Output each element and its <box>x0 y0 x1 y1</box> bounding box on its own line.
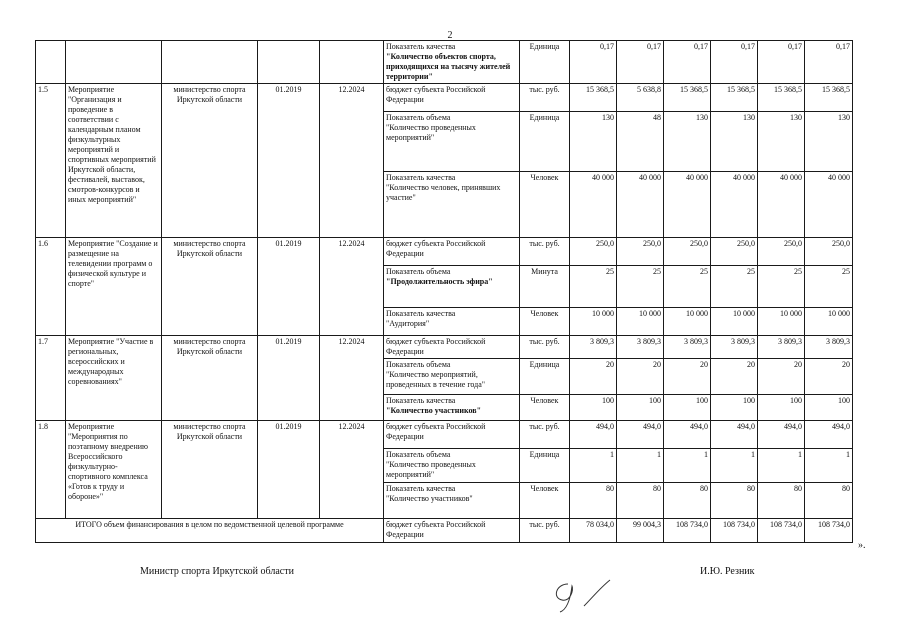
value-cell: 494,0 <box>664 421 711 449</box>
table-row <box>36 421 853 449</box>
indicator-title: "Аудитория" <box>386 319 430 328</box>
indicator-title: "Количество проведенных мероприятий" <box>386 460 476 479</box>
value-cell: 3 809,3 <box>617 336 664 359</box>
value-cell: 0,17 <box>805 41 853 84</box>
measure-end: 12.2024 <box>320 84 384 238</box>
value-cell: 494,0 <box>805 421 853 449</box>
signatory-name: И.Ю. Резник <box>700 566 755 577</box>
value-cell: 15 368,5 <box>570 84 617 112</box>
value-cell: 80 <box>664 483 711 519</box>
value-cell: 25 <box>758 266 805 308</box>
unit-cell: Единица <box>520 41 570 84</box>
handwritten-signature <box>548 576 618 616</box>
measure-executor: министерство спорта Иркутской области <box>162 421 258 519</box>
measure-start <box>258 41 320 84</box>
value-cell: 25 <box>711 266 758 308</box>
value-cell: 10 000 <box>664 308 711 336</box>
indicator-type: Показатель объема <box>386 450 451 459</box>
unit-cell: Человек <box>520 172 570 238</box>
value-cell: 3 809,3 <box>711 336 758 359</box>
value-cell: 25 <box>805 266 853 308</box>
value-cell: 100 <box>617 395 664 421</box>
indicator-type: бюджет субъекта Российской Федерации <box>386 337 486 356</box>
table-row <box>36 84 853 112</box>
value-cell: 1 <box>617 449 664 483</box>
measure-executor: министерство спорта Иркутской области <box>162 336 258 421</box>
indicator-type: Показатель качества <box>386 42 456 51</box>
table-row <box>36 336 853 359</box>
indicator-cell <box>384 112 520 172</box>
value-cell: 0,17 <box>570 41 617 84</box>
indicator-cell <box>384 421 520 449</box>
value-cell: 1 <box>805 449 853 483</box>
value-cell: 40 000 <box>711 172 758 238</box>
value-cell: 20 <box>758 359 805 395</box>
indicator-type: Показатель качества <box>386 173 456 182</box>
value-cell: 250,0 <box>617 238 664 266</box>
value-cell: 10 000 <box>570 308 617 336</box>
value-cell: 10 000 <box>758 308 805 336</box>
indicator-title: "Продолжительность эфира" <box>386 277 493 286</box>
unit-cell: Минута <box>520 266 570 308</box>
total-value: 108 734,0 <box>805 519 853 543</box>
value-cell: 5 638,8 <box>617 84 664 112</box>
indicator-cell <box>384 266 520 308</box>
value-cell: 130 <box>711 112 758 172</box>
value-cell: 15 368,5 <box>805 84 853 112</box>
value-cell: 100 <box>664 395 711 421</box>
value-cell: 48 <box>617 112 664 172</box>
measure-number: 1.5 <box>36 84 66 238</box>
value-cell: 0,17 <box>617 41 664 84</box>
value-cell: 130 <box>664 112 711 172</box>
value-cell: 15 368,5 <box>664 84 711 112</box>
indicator-type: бюджет субъекта Российской Федерации <box>386 239 486 258</box>
indicator-type: Показатель качества <box>386 484 456 493</box>
indicator-title: "Количество человек, принявших участие" <box>386 183 501 202</box>
unit-cell: Человек <box>520 395 570 421</box>
value-cell: 15 368,5 <box>711 84 758 112</box>
value-cell: 494,0 <box>617 421 664 449</box>
indicator-cell <box>384 172 520 238</box>
indicator-title: "Количество мероприятий, проведенных в течение года" <box>386 370 486 389</box>
indicator-cell <box>384 308 520 336</box>
value-cell: 80 <box>570 483 617 519</box>
total-value: 108 734,0 <box>664 519 711 543</box>
measure-start: 01.2019 <box>258 84 320 238</box>
program-table <box>35 40 853 543</box>
value-cell: 3 809,3 <box>758 336 805 359</box>
value-cell: 1 <box>664 449 711 483</box>
value-cell: 40 000 <box>758 172 805 238</box>
measure-name: Мероприятие "Организация и проведение в соответствии с календарным планом физкультурных мероприятий и спортивных мероприятий Иркутской области, фестивалей, выставок, смотров-конкурсов и иных мероприятий" <box>66 84 162 238</box>
unit-cell: Единица <box>520 359 570 395</box>
indicator-cell <box>384 483 520 519</box>
total-row <box>36 519 853 543</box>
value-cell: 0,17 <box>711 41 758 84</box>
measure-number: 1.7 <box>36 336 66 421</box>
total-value: 108 734,0 <box>758 519 805 543</box>
value-cell: 20 <box>617 359 664 395</box>
measure-name: Мероприятие "Участие в региональных, всероссийских и международных соревнованиях" <box>66 336 162 421</box>
total-value: 78 034,0 <box>570 519 617 543</box>
unit-cell: тыс. руб. <box>520 336 570 359</box>
value-cell: 250,0 <box>570 238 617 266</box>
value-cell: 494,0 <box>711 421 758 449</box>
indicator-cell <box>384 84 520 112</box>
measure-end <box>320 41 384 84</box>
table-row <box>36 238 853 266</box>
page-number: 2 <box>447 30 453 41</box>
measure-executor: министерство спорта Иркутской области <box>162 238 258 336</box>
value-cell: 10 000 <box>617 308 664 336</box>
value-cell: 10 000 <box>805 308 853 336</box>
measure-number: 1.8 <box>36 421 66 519</box>
indicator-cell <box>384 238 520 266</box>
table-row <box>36 41 853 84</box>
value-cell: 25 <box>664 266 711 308</box>
value-cell: 20 <box>711 359 758 395</box>
signatory-position: Министр спорта Иркутской области <box>140 566 294 577</box>
unit-cell: Человек <box>520 483 570 519</box>
measure-number: 1.6 <box>36 238 66 336</box>
indicator-title: "Количество участников" <box>386 406 482 415</box>
value-cell: 10 000 <box>711 308 758 336</box>
value-cell: 3 809,3 <box>805 336 853 359</box>
value-cell: 80 <box>805 483 853 519</box>
measure-executor <box>162 41 258 84</box>
unit-cell: Единица <box>520 449 570 483</box>
value-cell: 80 <box>617 483 664 519</box>
value-cell: 494,0 <box>570 421 617 449</box>
value-cell: 1 <box>711 449 758 483</box>
value-cell: 250,0 <box>805 238 853 266</box>
indicator-cell <box>384 395 520 421</box>
value-cell: 0,17 <box>664 41 711 84</box>
unit-cell: Человек <box>520 308 570 336</box>
unit-cell: Единица <box>520 112 570 172</box>
value-cell: 1 <box>758 449 805 483</box>
measure-name <box>66 41 162 84</box>
indicator-title: "Количество объектов спорта, приходящихся на тысячу жителей территории" <box>386 52 511 81</box>
value-cell: 494,0 <box>758 421 805 449</box>
value-cell: 100 <box>711 395 758 421</box>
indicator-type: Показатель объема <box>386 113 451 122</box>
value-cell: 20 <box>570 359 617 395</box>
value-cell: 20 <box>805 359 853 395</box>
value-cell: 0,17 <box>758 41 805 84</box>
value-cell: 80 <box>758 483 805 519</box>
value-cell: 40 000 <box>805 172 853 238</box>
value-cell: 100 <box>758 395 805 421</box>
measure-end: 12.2024 <box>320 238 384 336</box>
value-cell: 15 368,5 <box>758 84 805 112</box>
value-cell: 40 000 <box>664 172 711 238</box>
measure-name: Мероприятие "Создание и размещение на телевидении программ о физической культуре и спорте" <box>66 238 162 336</box>
measure-end: 12.2024 <box>320 336 384 421</box>
value-cell: 130 <box>805 112 853 172</box>
indicator-cell <box>384 359 520 395</box>
indicator-type: Показатель качества <box>386 396 456 405</box>
indicator-cell <box>384 41 520 84</box>
value-cell: 250,0 <box>664 238 711 266</box>
measure-executor: министерство спорта Иркутской области <box>162 84 258 238</box>
value-cell: 3 809,3 <box>570 336 617 359</box>
closing-quote: ». <box>858 540 866 551</box>
total-label: ИТОГО объем финансирования в целом по ведомственной целевой программе <box>36 519 384 543</box>
value-cell: 20 <box>664 359 711 395</box>
value-cell: 80 <box>711 483 758 519</box>
value-cell: 25 <box>617 266 664 308</box>
measure-name: Мероприятие "Мероприятия по поэтапному внедрению Всероссийского физкультурно-спортивного комплекса «Готов к труду и обороне»" <box>66 421 162 519</box>
unit-cell: тыс. руб. <box>520 238 570 266</box>
total-unit: тыс. руб. <box>520 519 570 543</box>
total-value: 108 734,0 <box>711 519 758 543</box>
value-cell: 130 <box>570 112 617 172</box>
measure-start: 01.2019 <box>258 336 320 421</box>
indicator-type: Показатель объема <box>386 360 451 369</box>
value-cell: 25 <box>570 266 617 308</box>
unit-cell: тыс. руб. <box>520 84 570 112</box>
value-cell: 3 809,3 <box>664 336 711 359</box>
total-value: 99 004,3 <box>617 519 664 543</box>
indicator-cell <box>384 449 520 483</box>
value-cell: 40 000 <box>617 172 664 238</box>
unit-cell: тыс. руб. <box>520 421 570 449</box>
measure-number <box>36 41 66 84</box>
indicator-title: "Количество проведенных мероприятий" <box>386 123 476 142</box>
total-source: бюджет субъекта Российской Федерации <box>384 519 520 543</box>
measure-end: 12.2024 <box>320 421 384 519</box>
measure-start: 01.2019 <box>258 238 320 336</box>
indicator-type: бюджет субъекта Российской Федерации <box>386 85 486 104</box>
value-cell: 250,0 <box>758 238 805 266</box>
value-cell: 100 <box>570 395 617 421</box>
value-cell: 130 <box>758 112 805 172</box>
indicator-type: бюджет субъекта Российской Федерации <box>386 422 486 441</box>
value-cell: 100 <box>805 395 853 421</box>
indicator-type: Показатель объема <box>386 267 451 276</box>
value-cell: 1 <box>570 449 617 483</box>
measure-start: 01.2019 <box>258 421 320 519</box>
value-cell: 40 000 <box>570 172 617 238</box>
indicator-cell <box>384 336 520 359</box>
indicator-title: "Количество участников" <box>386 494 473 503</box>
value-cell: 250,0 <box>711 238 758 266</box>
indicator-type: Показатель качества <box>386 309 456 318</box>
